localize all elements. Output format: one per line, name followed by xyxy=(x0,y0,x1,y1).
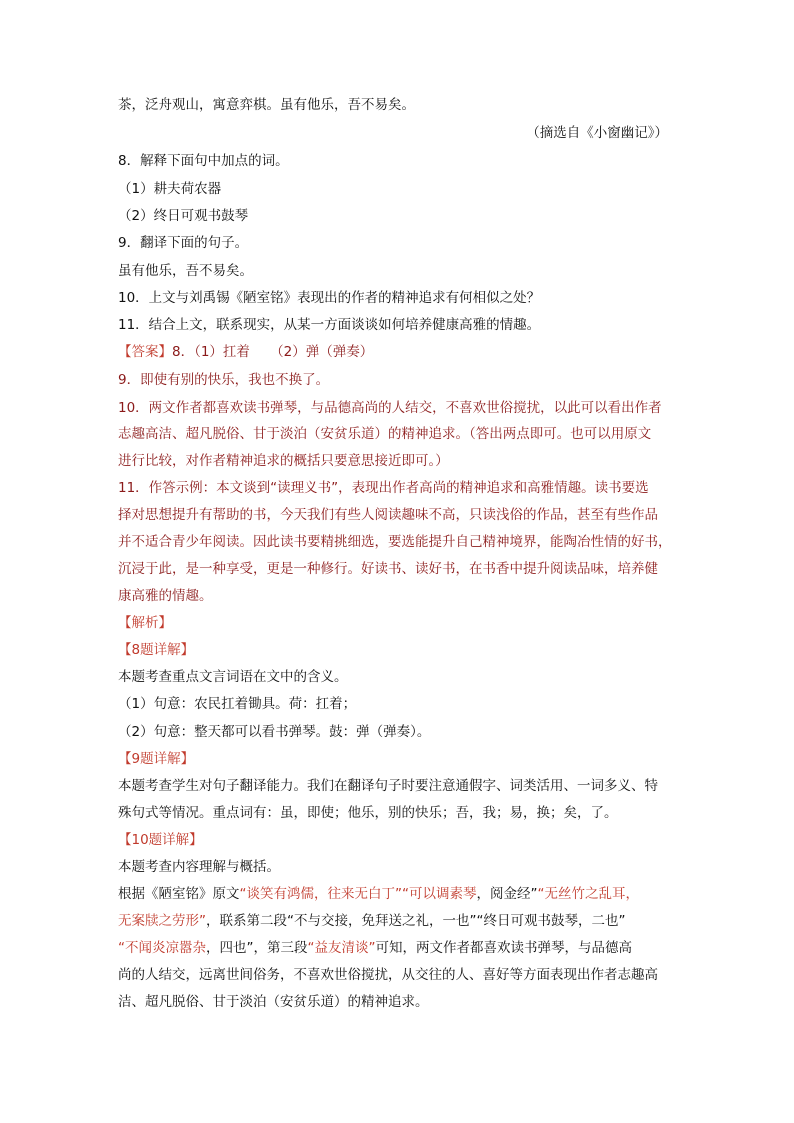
question-10: 10．上文与刘禹锡《陋室铭》表现出的作者的精神追求有何相似之处？ xyxy=(118,290,541,306)
question-11: 11．结合上文，联系现实，从某一方面谈谈如何培养健康高雅的情趣。 xyxy=(118,317,541,333)
q9-detail-line: 本题考查学生对句子翻译能力。我们在翻译句子时要注意通假字、词类活用、一词多义、特 xyxy=(118,778,658,794)
quote: “谈笑有鸿儒，往来无白丁” xyxy=(239,886,402,902)
q10-detail-line xyxy=(118,939,632,957)
quote: “不闻炎凉嚣杂 xyxy=(118,940,206,956)
quote: “无丝竹之乱耳， xyxy=(537,886,639,902)
question-9-sentence: 虽有他乐，吾不易矣。 xyxy=(118,263,253,279)
text: ，联系第二段“不与交接，免拜送之礼，一也”“终日可观书鼓琴，二也” xyxy=(206,913,626,929)
text: 根据《陋室铭》原文 xyxy=(118,886,240,902)
q8-detail-tag: 【8题详解】 xyxy=(118,642,195,658)
passage-ending: 茶，泛舟观山，寓意弈棋。虽有他乐，吾不易矣。 xyxy=(118,97,415,113)
q10-detail-line xyxy=(118,885,639,903)
q9-detail-line: 殊句式等情况。重点词有：虽，即使；他乐，别的快乐；吾，我；易，换；矣，了。 xyxy=(118,805,618,821)
q10-detail-line: 洁、超凡脱俗、甘于淡泊（安贫乐道）的精神追求。 xyxy=(118,994,429,1010)
question-9: 9．翻译下面的句子。 xyxy=(118,235,249,251)
answer-8-line xyxy=(118,343,373,361)
answer-11-line-4: 沉浸于此，是一种享受，更是一种修行。好读书、读好书，在书香中提升阅读品味，培养健 xyxy=(118,561,658,577)
q10-detail-line xyxy=(118,912,625,930)
question-8-item-2: （2）终日可观书鼓琴 xyxy=(118,208,249,224)
quote: “益友清谈” xyxy=(307,940,376,956)
answer-9: 9．即使有别的快乐，我也不换了。 xyxy=(118,372,330,388)
q10-detail-line: 本题考查内容理解与概括。 xyxy=(118,859,280,875)
quote: “可以调素琴 xyxy=(402,886,477,902)
q8-detail-line: 本题考查重点文言词语在文中的含义。 xyxy=(118,669,348,685)
answer-10-line-1: 10．两文作者都喜欢读书弹琴，与品德高尚的人结交，不喜欢世俗搅扰，以此可以看出作者 xyxy=(118,400,662,416)
answer-10-line-3: 进行比较，对作者精神追求的概括只要意思接近即可。） xyxy=(118,453,449,469)
q10-detail-line: 尚的人结交，远离世间俗务，不喜欢世俗搅扰，从交往的人、喜好等方面表现出作者志趣高 xyxy=(118,967,658,983)
answer-11-line-5: 康高雅的情趣。 xyxy=(118,588,213,604)
text: ，四也”，第三段 xyxy=(206,940,308,956)
question-8-item-1: （1）耕夫荷农器 xyxy=(118,181,222,197)
q8-detail-line: （2）句意：整天都可以看书弹琴。鼓：弹（弹奏）。 xyxy=(118,724,431,740)
q9-detail-tag: 【9题详解】 xyxy=(118,751,195,767)
text: ，阅金经” xyxy=(476,886,538,902)
analysis-tag: 【解析】 xyxy=(118,615,172,631)
text: 可知，两文作者都喜欢读书弹琴，与品德高 xyxy=(375,940,632,956)
answer-11-line-2: 择对思想提升有帮助的书，今天我们有些人阅读趣味不高，只读浅俗的作品，甚至有些作品 xyxy=(118,507,658,523)
quote: 无案牍之劳形” xyxy=(118,913,206,929)
answer-11-line-1: 11．作答示例：本文谈到“读理义书”，表现出作者高尚的精神追求和高雅情趣。读书要选 xyxy=(118,480,649,496)
question-8: 8．解释下面句中加点的词。 xyxy=(118,153,289,169)
answer-11-line-3: 并不适合青少年阅读。因此读书要精挑细选，要选能提升自己精神境界，能陶冶性情的好书， xyxy=(118,534,672,550)
q10-detail-tag: 【10题详解】 xyxy=(118,832,203,848)
q8-detail-line: （1）句意：农民扛着锄具。荷：扛着； xyxy=(118,696,357,712)
passage-source: （摘选自《小窗幽记》） xyxy=(526,125,668,141)
answer-8: 8．（1）扛着 （2）弹（弹奏） xyxy=(172,344,374,360)
answer-tag: 【答案】 xyxy=(118,344,172,360)
answer-10-line-2: 志趣高洁、超凡脱俗、甘于淡泊（安贫乐道）的精神追求。（答出两点即可。也可以用原文 xyxy=(118,426,652,442)
